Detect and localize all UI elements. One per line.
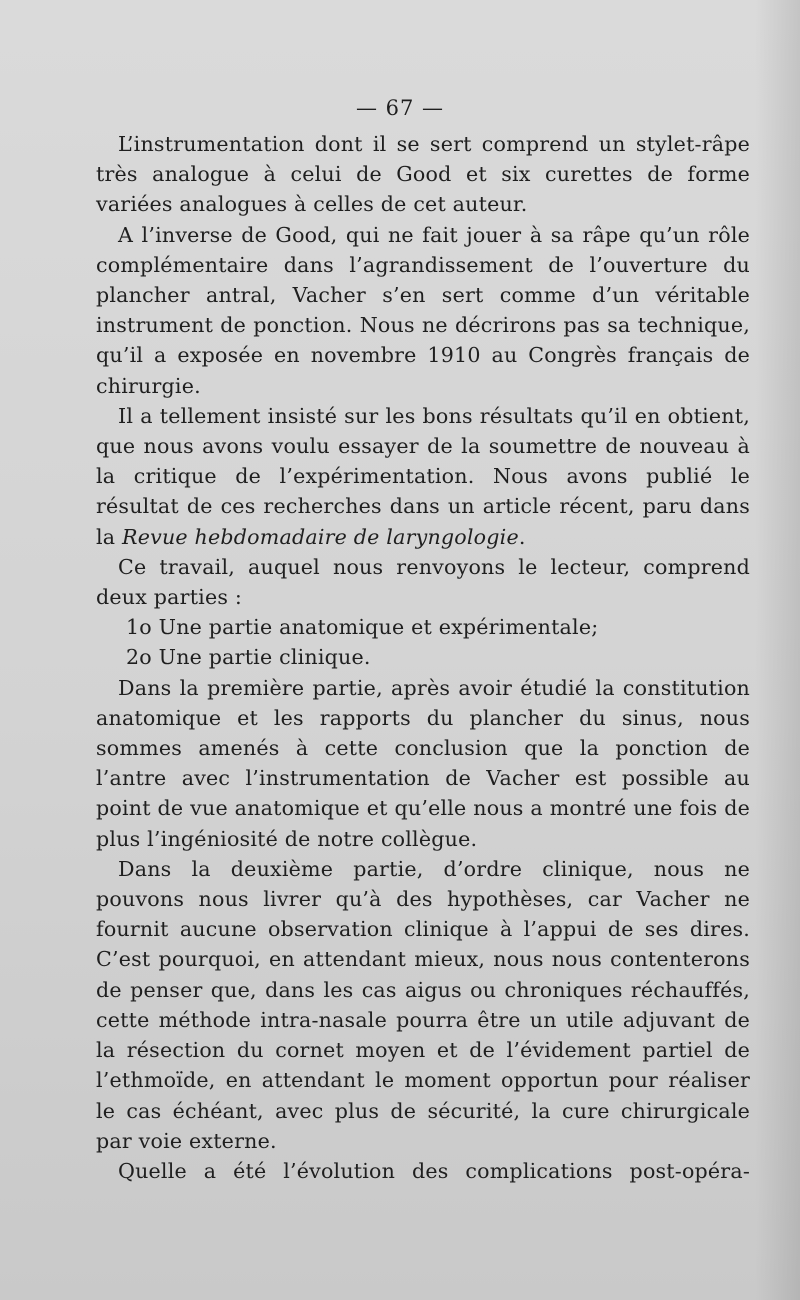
paragraph-resultats-end: . (518, 524, 526, 549)
body-text (96, 129, 750, 1186)
paragraph-inverse-de-good: A l’inverse de Good, qui ne fait jouer à sa râpe qu’un rôle complémentaire dans l’agrandissement de l’ouverture du plancher antral, Vacher s’en sert comme d’un véritable instrument de ponction. Nous ne décrirons pas sa technique, qu’il a exposée en novembre 1910 au Congrès français de chirurgie. (96, 222, 750, 398)
journal-title: Revue hebdomadaire de laryngologie (122, 524, 519, 549)
paragraph-deuxieme-partie: Dans la deuxième partie, d’ordre clinique, nous ne pouvons nous livrer qu’à des hypothèses, car Vacher ne fournit aucune observation clinique à l’appui de ses dires. C’est pourquoi, en attendant mieux, nous nous contenterons de penser que, dans les cas aigus ou chroniques réchauffés, cette méthode intra-nasale pourra être un utile adjuvant de la résection du cornet moyen et de l’évidement partiel de l’ethmoïde, en attendant le moment opportun pour réaliser le cas échéant, avec plus de sécurité, la cure chirurgicale par voie externe. (96, 856, 750, 1153)
paragraph-ce-travail: Ce travail, auquel nous renvoyons le lecteur, comprend deux parties : (96, 554, 750, 610)
paragraph-resultats-text: Il a tellement insisté sur les bons résultats qu’il en obtient, que nous avons voulu essayer de la soumettre de nouveau à la critique de l’expérimentation. Nous avons publié le résultat de ces recherches dans un article récent, paru dans la (96, 403, 750, 549)
paragraph-premiere-partie: Dans la première partie, après avoir étudié la constitution anatomique et les rapports du plancher du sinus, nous sommes amenés à cette conclusion que la ponction de l’antre avec l’instrumentation de Vacher est possible au point de vue anatomique et qu’elle nous a montré une fois de plus l’ingéniosité de notre collègue. (96, 675, 750, 851)
paragraph-resultats (96, 401, 750, 552)
paragraph-quelle-evolution: Quelle a été l’évolution des complications post-opéra- (118, 1158, 750, 1183)
paragraph-instrumentation: L’instrumentation dont il se sert comprend un stylet-râpe très analogue à celui de Good et six curettes de forme variées analogues à celles de cet auteur. (96, 132, 750, 217)
page-number: — 67 — (355, 96, 445, 120)
list-item-part-two: 2o Une partie clinique. (126, 645, 371, 670)
list-item-part-one: 1o Une partie anatomique et expérimentale; (126, 615, 599, 640)
